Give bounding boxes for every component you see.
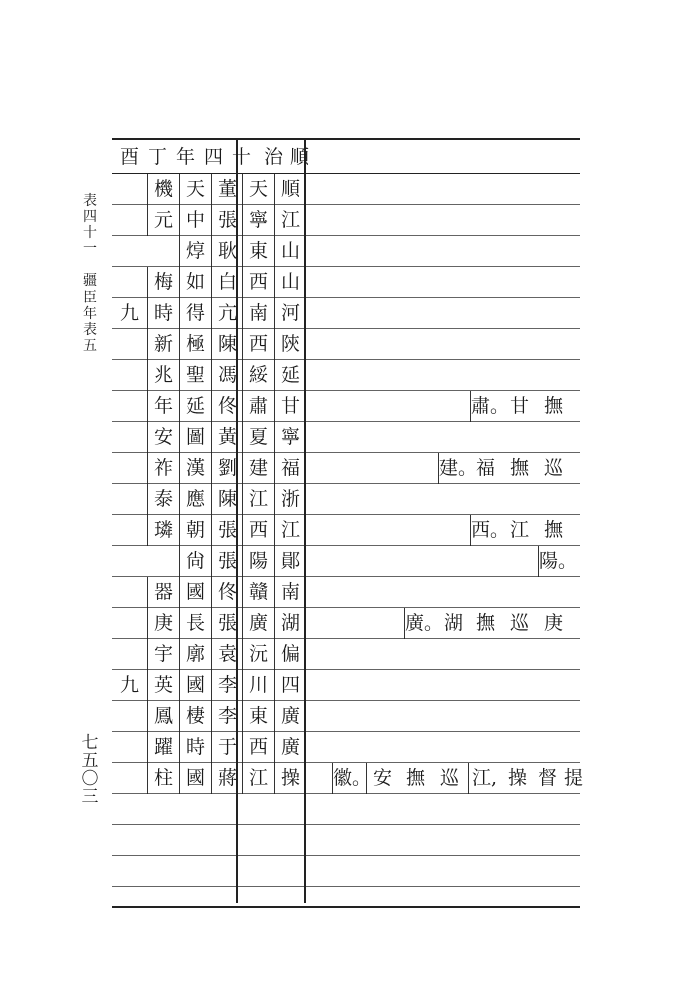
- table-row: [112, 701, 580, 732]
- province-char: 南: [274, 577, 306, 608]
- post-char: 湖: [443, 612, 463, 634]
- name-char: 英: [147, 670, 179, 701]
- year-char: 年: [175, 146, 195, 168]
- name-char: 朝: [179, 515, 211, 546]
- name-char: 董: [211, 174, 243, 205]
- table-row: [112, 732, 580, 763]
- post-char: 庚: [543, 612, 563, 634]
- post-char: 安: [366, 763, 398, 794]
- table-row: [112, 422, 580, 453]
- name-char: 時: [179, 732, 211, 763]
- side-title-char: 十: [83, 225, 97, 242]
- name-char: 尙: [179, 546, 211, 577]
- name-char: 宇: [147, 639, 179, 670]
- table-row: [112, 577, 580, 608]
- province-char: 南: [242, 298, 274, 329]
- name-char: 器: [147, 577, 179, 608]
- province-char: 綏: [242, 360, 274, 391]
- row-rule: [112, 824, 580, 825]
- bottom-rule: [112, 906, 580, 908]
- province-char: 川: [242, 670, 274, 701]
- name-char: 得: [179, 298, 211, 329]
- post-char: 撫: [509, 457, 529, 479]
- post-char: 江,: [468, 763, 500, 794]
- province-char: 江: [242, 484, 274, 515]
- row-rule: [112, 886, 580, 887]
- post-char: 廣。: [404, 608, 436, 639]
- name-char: 國: [179, 577, 211, 608]
- name-char: 兆: [147, 360, 179, 391]
- year-char: 十: [231, 146, 251, 168]
- province-char: 順: [274, 174, 306, 205]
- side-title-char: 疆: [83, 273, 97, 290]
- name-char: 國: [179, 763, 211, 794]
- province-char: 鄖: [274, 546, 306, 577]
- post-char: 江: [509, 519, 529, 541]
- name-char: 耿: [211, 236, 243, 267]
- name-char: 機: [147, 174, 179, 205]
- page-number-char: 七: [81, 733, 99, 753]
- name-char: 李: [211, 701, 243, 732]
- name-char: 焞: [179, 236, 211, 267]
- row-rule: [112, 855, 580, 856]
- name-char: 亢: [211, 298, 243, 329]
- province-char: 河: [274, 298, 306, 329]
- name-char: 躍: [147, 732, 179, 763]
- province-char: 廣: [242, 608, 274, 639]
- name-char: 李: [211, 670, 243, 701]
- post-char: 巡: [509, 612, 529, 634]
- name-char: 陳: [211, 484, 243, 515]
- province-char: 甘: [274, 391, 306, 422]
- top-rule: [112, 138, 580, 140]
- header-rule: [112, 173, 580, 174]
- province-char: 延: [274, 360, 306, 391]
- province-char: 肅: [242, 391, 274, 422]
- row-marker: 九: [119, 674, 139, 696]
- year-char: 四: [203, 146, 223, 168]
- name-char: [147, 236, 178, 267]
- province-char: 建: [242, 453, 274, 484]
- name-char: 極: [179, 329, 211, 360]
- province-char: 江: [274, 205, 306, 236]
- name-char: 延: [179, 391, 211, 422]
- table-row: [112, 546, 580, 577]
- post-char: 督: [537, 767, 557, 789]
- page-number: [78, 735, 102, 806]
- name-char: 張: [211, 608, 243, 639]
- name-char: 于: [211, 732, 243, 763]
- post-char: 提: [563, 767, 583, 789]
- province-char: 偏: [274, 639, 306, 670]
- name-char: 漢: [179, 453, 211, 484]
- table-row: [112, 639, 580, 670]
- name-char: 袁: [211, 639, 243, 670]
- name-char: 蔣: [211, 763, 243, 794]
- roster-table: [112, 138, 583, 908]
- side-title-char: 臣: [83, 289, 97, 306]
- province-char: 東: [242, 701, 274, 732]
- year-char: 酉: [119, 146, 139, 168]
- table-row: [112, 670, 580, 701]
- post-char: 撫: [475, 612, 495, 634]
- post-char: 撫: [543, 519, 563, 541]
- table-row: [112, 484, 580, 515]
- name-char: 張: [211, 205, 243, 236]
- name-char: 聖: [179, 360, 211, 391]
- name-char: 劉: [211, 453, 243, 484]
- table-row: [112, 515, 580, 546]
- post-char: 建。: [438, 453, 470, 484]
- province-char: 贛: [242, 577, 274, 608]
- name-char: 棲: [179, 701, 211, 732]
- year-char: 治: [263, 146, 283, 168]
- name-char: 陳: [211, 329, 243, 360]
- name-char: 新: [147, 329, 179, 360]
- table-row: [112, 298, 580, 329]
- province-char: 江: [242, 763, 274, 794]
- table-row: [112, 391, 580, 422]
- post-char: 巡: [543, 457, 563, 479]
- province-char: 西: [242, 515, 274, 546]
- side-title-char: 年: [83, 305, 97, 322]
- province-char: 浙: [274, 484, 306, 515]
- page-number-char: 五: [81, 750, 99, 771]
- row-rule: [112, 793, 580, 794]
- province-char: 西: [242, 732, 274, 763]
- name-char: 梅: [147, 267, 179, 298]
- name-char: 黃: [211, 422, 243, 453]
- table-row: [112, 236, 580, 267]
- name-char: 如: [179, 267, 211, 298]
- name-char: 張: [211, 515, 243, 546]
- name-char: 長: [179, 608, 211, 639]
- province-char: 廣: [274, 732, 306, 763]
- province-char: 沅: [242, 639, 274, 670]
- name-char: 元: [147, 205, 179, 236]
- name-char: 馮: [211, 360, 243, 391]
- side-title-char: [78, 257, 102, 273]
- province-char: 江: [274, 515, 306, 546]
- post-char: 福: [475, 457, 495, 479]
- name-char: 佟: [211, 577, 243, 608]
- post-char: 甘: [509, 395, 529, 417]
- name-char: 佟: [211, 391, 243, 422]
- post-char: 肅。: [470, 391, 502, 422]
- table-row: [112, 453, 580, 484]
- name-char: 年: [147, 391, 179, 422]
- year-header-row: [112, 142, 580, 173]
- name-char: 泰: [147, 484, 179, 515]
- page-number-char: 〇: [81, 768, 99, 789]
- name-char: 時: [147, 298, 179, 329]
- post-char: 操: [507, 767, 527, 789]
- table-row: [112, 360, 580, 391]
- side-title-char: 四: [83, 209, 97, 226]
- name-char: 天: [179, 174, 211, 205]
- table-row: [112, 763, 583, 794]
- post-char: 撫: [405, 767, 425, 789]
- table-row: [112, 205, 580, 236]
- table-row: [112, 174, 580, 205]
- year-char: 順: [289, 146, 309, 168]
- name-char: 中: [179, 205, 211, 236]
- name-char: [147, 546, 178, 577]
- province-char: 湖: [274, 608, 306, 639]
- province-char: 福: [274, 453, 306, 484]
- province-char: 西: [242, 267, 274, 298]
- post-char: 陽。: [538, 546, 570, 577]
- post-char: 撫: [543, 395, 563, 417]
- province-char: 東: [242, 236, 274, 267]
- post-char: 徽。: [332, 763, 364, 794]
- side-title-char: 表: [83, 321, 97, 338]
- name-char: 璘: [147, 515, 179, 546]
- province-char: 四: [274, 670, 306, 701]
- table-row: [112, 267, 580, 298]
- province-char: 廣: [274, 701, 306, 732]
- province-char: 天: [242, 174, 274, 205]
- name-char: 張: [211, 546, 243, 577]
- row-marker: 九: [119, 302, 139, 324]
- name-char: 廓: [179, 639, 211, 670]
- name-char: 柱: [147, 763, 179, 794]
- post-char: 巡: [439, 767, 459, 789]
- page-number-char: 三: [81, 786, 99, 807]
- province-char: 寧: [242, 205, 274, 236]
- province-char: 西: [242, 329, 274, 360]
- year-char: 丁: [147, 146, 167, 168]
- province-char: 山: [274, 236, 306, 267]
- table-row: [112, 329, 580, 360]
- side-title: [78, 193, 102, 354]
- side-title-char: 五: [83, 337, 97, 354]
- post-char: 西。: [470, 515, 502, 546]
- name-char: 安: [147, 422, 179, 453]
- province-char: 陝: [274, 329, 306, 360]
- side-title-char: 一: [83, 241, 97, 258]
- province-char: 寧: [274, 422, 306, 453]
- table-row: [112, 608, 580, 639]
- province-char: 山: [274, 267, 306, 298]
- name-char: 應: [179, 484, 211, 515]
- province-char: 操: [274, 763, 306, 794]
- name-char: 圖: [179, 422, 211, 453]
- name-char: 國: [179, 670, 211, 701]
- name-char: 祚: [147, 453, 179, 484]
- province-char: 夏: [242, 422, 274, 453]
- province-char: 陽: [242, 546, 274, 577]
- name-char: 庚: [147, 608, 179, 639]
- name-char: 白: [211, 267, 243, 298]
- name-char: 鳳: [147, 701, 179, 732]
- side-title-char: 表: [83, 193, 97, 209]
